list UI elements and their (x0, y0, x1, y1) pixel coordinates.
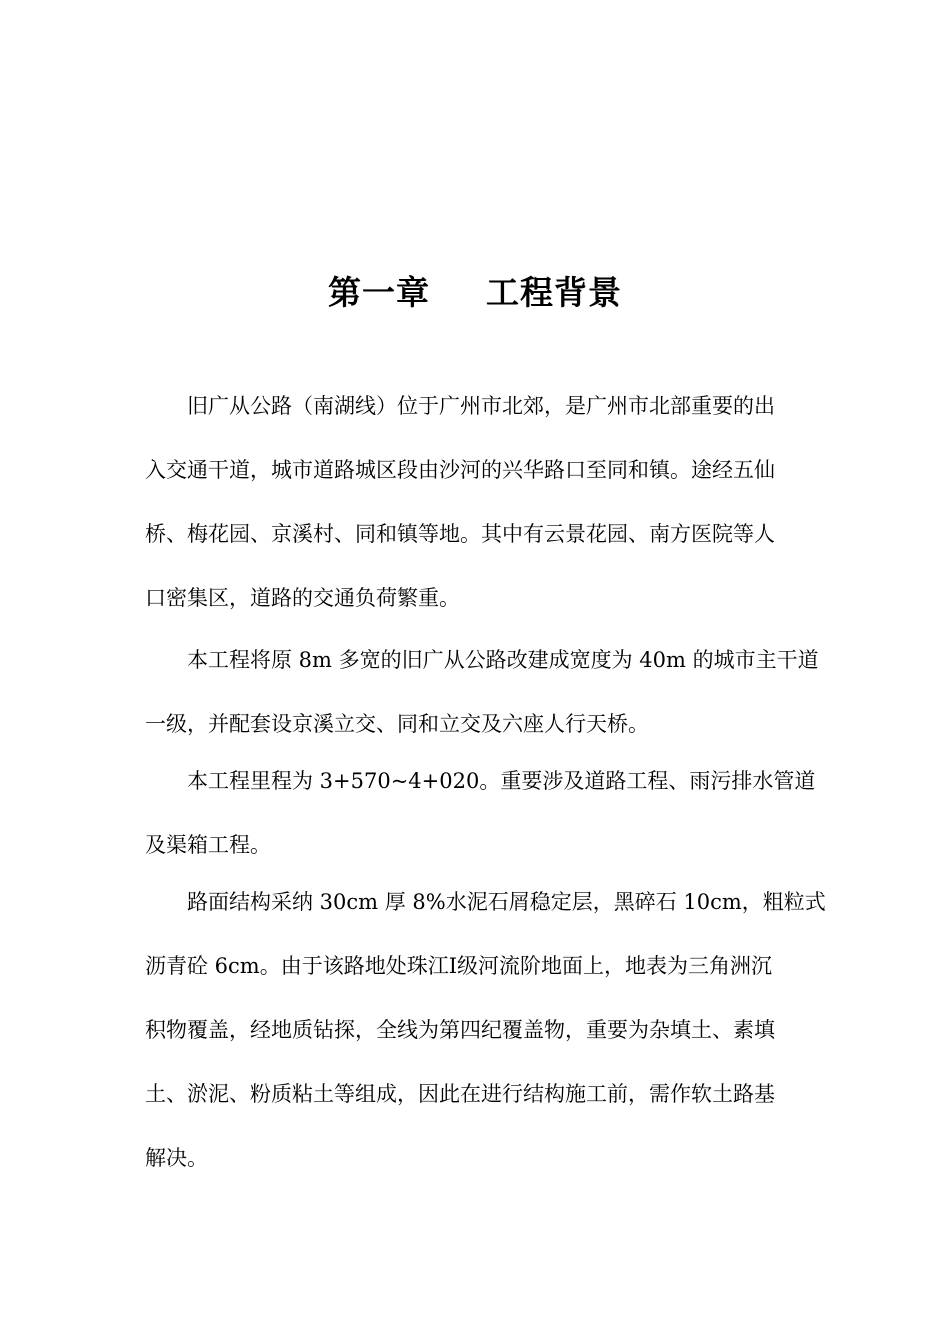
paragraph-line: 积物覆盖，经地质钻探，全线为第四纪覆盖物，重要为杂填土、素填 (145, 1018, 775, 1042)
paragraph-line: 及渠箱工程。 (145, 833, 271, 857)
paragraph-line: 口密集区，道路的交通负荷繁重。 (145, 586, 460, 610)
paragraph-3 (145, 749, 825, 877)
paragraph-4 (145, 870, 825, 1190)
chapter-name: 工程背景 (486, 273, 622, 312)
paragraph-line: 本工程将原 8m 多宽的旧广从公路改建成宽度为 40m 的城市主干道 (187, 648, 819, 672)
chapter-title (0, 268, 950, 318)
paragraph-2 (145, 628, 825, 756)
paragraph-line: 本工程里程为 3+570~4+020。重要涉及道路工程、雨污排水管道 (187, 769, 816, 793)
paragraph-line: 土、淤泥、粉质粘土等组成，因此在进行结构施工前，需作软土路基 (145, 1082, 775, 1106)
paragraph-line: 旧广从公路（南湖线）位于广州市北郊，是广州市北部重要的出 (187, 394, 775, 418)
paragraph-line: 桥、梅花园、京溪村、同和镇等地。其中有云景花园、南方医院等人 (145, 522, 775, 546)
paragraph-line: 一级，并配套设京溪立交、同和立交及六座人行天桥。 (145, 712, 649, 736)
paragraph-line: 沥青砼 6cm。由于该路地处珠江Ⅰ级河流阶地面上，地表为三角洲沉 (145, 954, 773, 978)
chapter-number: 第一章 (328, 273, 430, 312)
paragraph-line: 路面结构采纳 30cm 厚 8%水泥石屑稳定层，黑碎石 10cm，粗粒式 (187, 890, 826, 914)
paragraph-line: 入交通干道，城市道路城区段由沙河的兴华路口至同和镇。途经五仙 (145, 458, 775, 482)
paragraph-1 (145, 374, 825, 630)
paragraph-line: 解决。 (145, 1146, 208, 1170)
